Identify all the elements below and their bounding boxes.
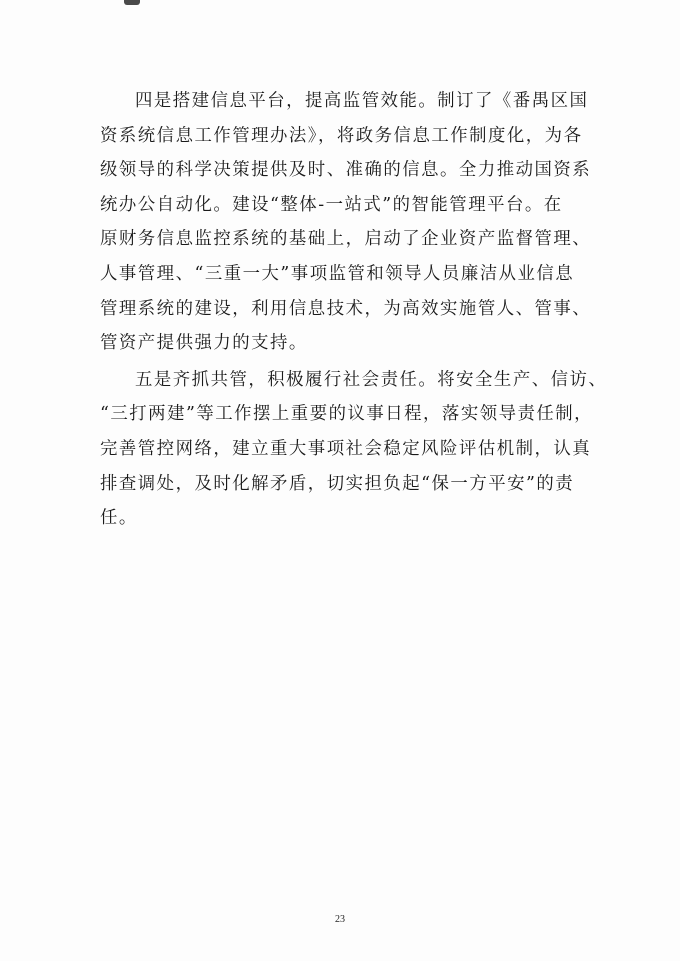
body-text: [100, 84, 620, 536]
text-line: 任。: [100, 508, 138, 529]
text-line: “三打两建”等工作摆上重要的议事日程，落实领导责任制，: [100, 404, 594, 425]
text-line: 统办公自动化。建设“整体-一站式”的智能管理平台。在: [100, 194, 563, 215]
text-line: 原财务信息监控系统的基础上，启动了企业资产监督管理、: [100, 229, 592, 250]
page-number: 23: [335, 914, 345, 925]
text-line: 管资产提供强力的支持。: [100, 333, 308, 354]
text-line: 资系统信息工作管理办法》，将政务信息工作制度化，为各: [100, 125, 583, 146]
text-line: 完善管控网络，建立重大事项社会稳定风险评估机制，认真: [100, 438, 592, 459]
text-line: 级领导的科学决策提供及时、准确的信息。全力推动国资系: [100, 160, 592, 181]
scan-mark: [124, 0, 140, 5]
text-line: 排查调处，及时化解矛盾，切实担负起“保一方平安”的责: [100, 473, 575, 494]
text-line: 人事管理、“三重一大”事项监管和领导人员廉洁从业信息: [100, 263, 575, 284]
text-line: 四是搭建信息平台，提高监管效能。制订了《番禺区国: [135, 91, 589, 111]
text-line: 管理系统的建设，利用信息技术，为高效实施管人、管事、: [100, 298, 592, 319]
paragraph-responsibility: [100, 363, 620, 536]
text-line: 五是齐抓共管，积极履行社会责任。将安全生产、信访、: [135, 369, 608, 390]
paragraph-platform: [100, 84, 620, 361]
